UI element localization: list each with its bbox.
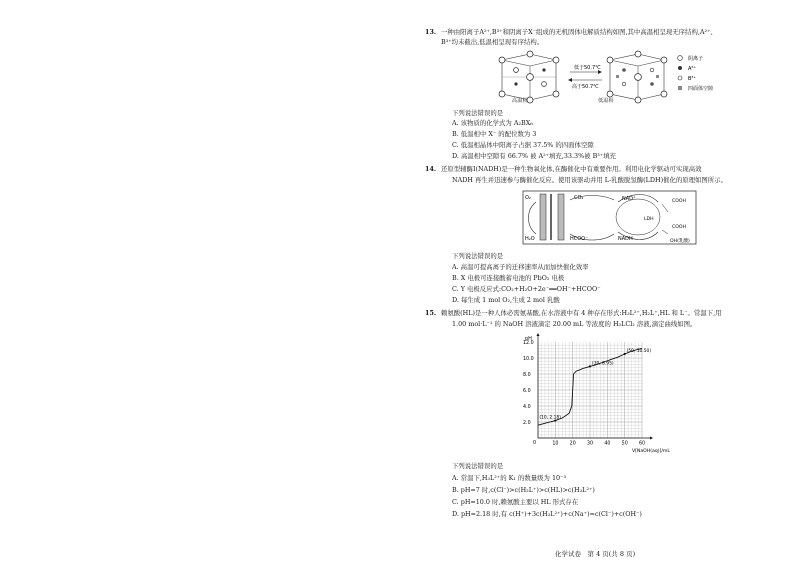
x-tick-label: 40: [604, 441, 611, 447]
q13-legend: [678, 55, 714, 92]
y-axis-label: pH: [525, 336, 532, 342]
y-tick-label: 2.0: [523, 420, 531, 426]
q15-option-a: A. 常温下,H₃L²⁺的 K₁ 的数量级为 10⁻³: [452, 474, 567, 482]
o2-label: O₂: [525, 195, 531, 201]
q14-stem-line2: NADH 再生并迅速参与酶催化反应。使用该驱动并用 L-乳酸脱氢酶(LDH)催化的原理如图所示。: [452, 176, 727, 184]
tetrahedral-void-legend-icon: [678, 86, 682, 90]
annotation-point: [589, 365, 591, 367]
legend-void: 四面体空隙: [688, 86, 714, 92]
q14-number: 14.: [425, 165, 437, 173]
annotation-label: (50, 10.50): [626, 349, 652, 354]
q15-option-b: B. pH=7 时,c(Cl⁻)>c(H₂L⁺)>c(HL)>c(H₃L²⁺): [452, 486, 595, 494]
titration-chart: [520, 332, 670, 460]
q13-stem-line1: 一种由阳离子A²⁺,B³⁺和阴离子X⁻组成的无机固体电解质结构如图,其中高温相呈现无序结构,A²⁺、: [441, 28, 717, 36]
q13-option-b: B. 低温相中 X⁻ 的配位数为 3: [452, 130, 537, 138]
y-axis-arrow: [537, 333, 540, 336]
y-tick-label: 12.0: [523, 340, 534, 346]
q14-electrochem-diagram: [522, 190, 697, 245]
q13-option-c: C. 低温相晶体中阳离子占据 37.5% 的四面体空隙: [452, 141, 594, 149]
x-tick-label: 60: [639, 441, 646, 447]
label-high-temp: 高温相: [512, 98, 528, 104]
x-tick-label: 10: [552, 441, 559, 447]
x-electrode: [540, 194, 546, 240]
legend-b: B³⁺: [688, 76, 697, 82]
q15-option-c: C. pH=10.0 时,赖氨酸主要以 HL 形式存在: [452, 498, 579, 506]
q14-option-d: D. 每生成 1 mol O₂,生成 2 mol 乳酸: [452, 296, 560, 304]
membrane: [550, 194, 552, 240]
annotation-label: (10, 2.18): [539, 415, 561, 421]
y-electrode: [558, 194, 564, 240]
q15-stem-line2: 1.00 mol·L⁻¹ 的 NaOH 溶液滴定 20.00 mL 等浓度的 H₃LCl₂ 溶液,滴定曲线如图。: [452, 320, 697, 328]
annotation-point: [624, 353, 626, 355]
y-tick-label: 10.0: [523, 356, 534, 362]
cooh-bottom-label: COOH: [672, 225, 686, 230]
q13-stem-line2: B³⁺均未截出,低温相呈现有序结构。: [441, 38, 544, 46]
chart-grid: [538, 342, 642, 438]
q13-option-d: D. 高温相中空隙有 66.7% 被 A²⁺填充,33.3%被 B³⁺填充: [452, 152, 616, 160]
q14-stem-line1: 还原型辅酶Ⅰ(NADH)是一种生物氧化体,在酶催化中有重要作用。利用电化学驱动可实现高效: [441, 165, 702, 173]
annotation-label: (30, 8.95): [592, 361, 614, 367]
q14-option-b: B. X 电极可连接酸蓄电池的 PbO₂ 电极: [452, 274, 565, 282]
q13-number: 13.: [425, 28, 437, 36]
x-axis-label: V[NaOH(aq)]/mL: [632, 449, 670, 454]
q15-option-d: D. pH=2.18 时,有 c(H⁺)+3c(H₃L²⁺)+c(Na⁺)=c(Cl⁻)+c(OH⁻): [452, 510, 642, 518]
hcoo-label: HCOO⁻: [570, 236, 588, 242]
q13-option-a: A. 该物质的化学式为 A₂BX₆: [452, 119, 533, 127]
arrow-top-label: 低于50.7℃: [574, 65, 601, 71]
q15-prompt: 下列说法错误的是: [452, 462, 504, 470]
nadh-label: NADH: [618, 236, 633, 242]
ldh-label: LDH: [644, 217, 654, 222]
lactate-label: OH(乳酸): [670, 239, 690, 244]
page-footer: 化学试卷 第 4 页(共 8 页): [555, 550, 636, 558]
h2o-label: H₂O: [525, 236, 535, 242]
anion-legend-icon: [678, 56, 683, 61]
origin-label: 0: [533, 441, 537, 446]
x-axis-arrow: [650, 437, 653, 440]
arrow-bottom-label: 高于50.7℃: [572, 84, 599, 90]
b-ion-legend-icon: [678, 76, 682, 80]
cooh-top-label: COOH: [672, 199, 686, 204]
x-tick-label: 50: [621, 441, 628, 447]
q14-option-a: A. 高温可提高离子的迁移速率从而加快催化效率: [452, 263, 589, 271]
nadp-label: NAD⁺: [622, 196, 636, 202]
y-tick-label: 8.0: [523, 372, 531, 378]
q15-stem-line1: 赖氨酸(HL)是一种人体必需氨基酸,在水溶液中有 4 种存在形式:H₃L²⁺,H₂L⁺,HL 和 L⁻。常温下,用: [441, 309, 722, 317]
co2-label: CO₂: [574, 195, 584, 201]
phase-arrows: [568, 64, 602, 90]
low-temp-cell: [607, 51, 667, 103]
y-tick-label: 6.0: [523, 388, 531, 394]
q15-number: 15.: [425, 309, 437, 317]
y-tick-label: 4.0: [523, 404, 531, 410]
a-ion-legend-icon: [678, 66, 682, 70]
q14-option-c: C. Y 电极反应式:CO₂+H₂O+2e⁻══OH⁻+HCOO⁻: [452, 285, 601, 293]
q13-prompt: 下列说法错误的是: [452, 109, 504, 117]
high-temp-cell: [499, 51, 559, 103]
legend-anion: 阴离子: [688, 56, 704, 62]
x-tick-label: 30: [587, 441, 594, 447]
legend-a: A²⁺: [688, 66, 697, 72]
label-low-temp: 低温相: [598, 98, 614, 104]
q14-prompt: 下列说法错误的是: [452, 252, 504, 260]
chart-annotations: [539, 348, 651, 422]
x-tick-label: 20: [569, 441, 576, 447]
